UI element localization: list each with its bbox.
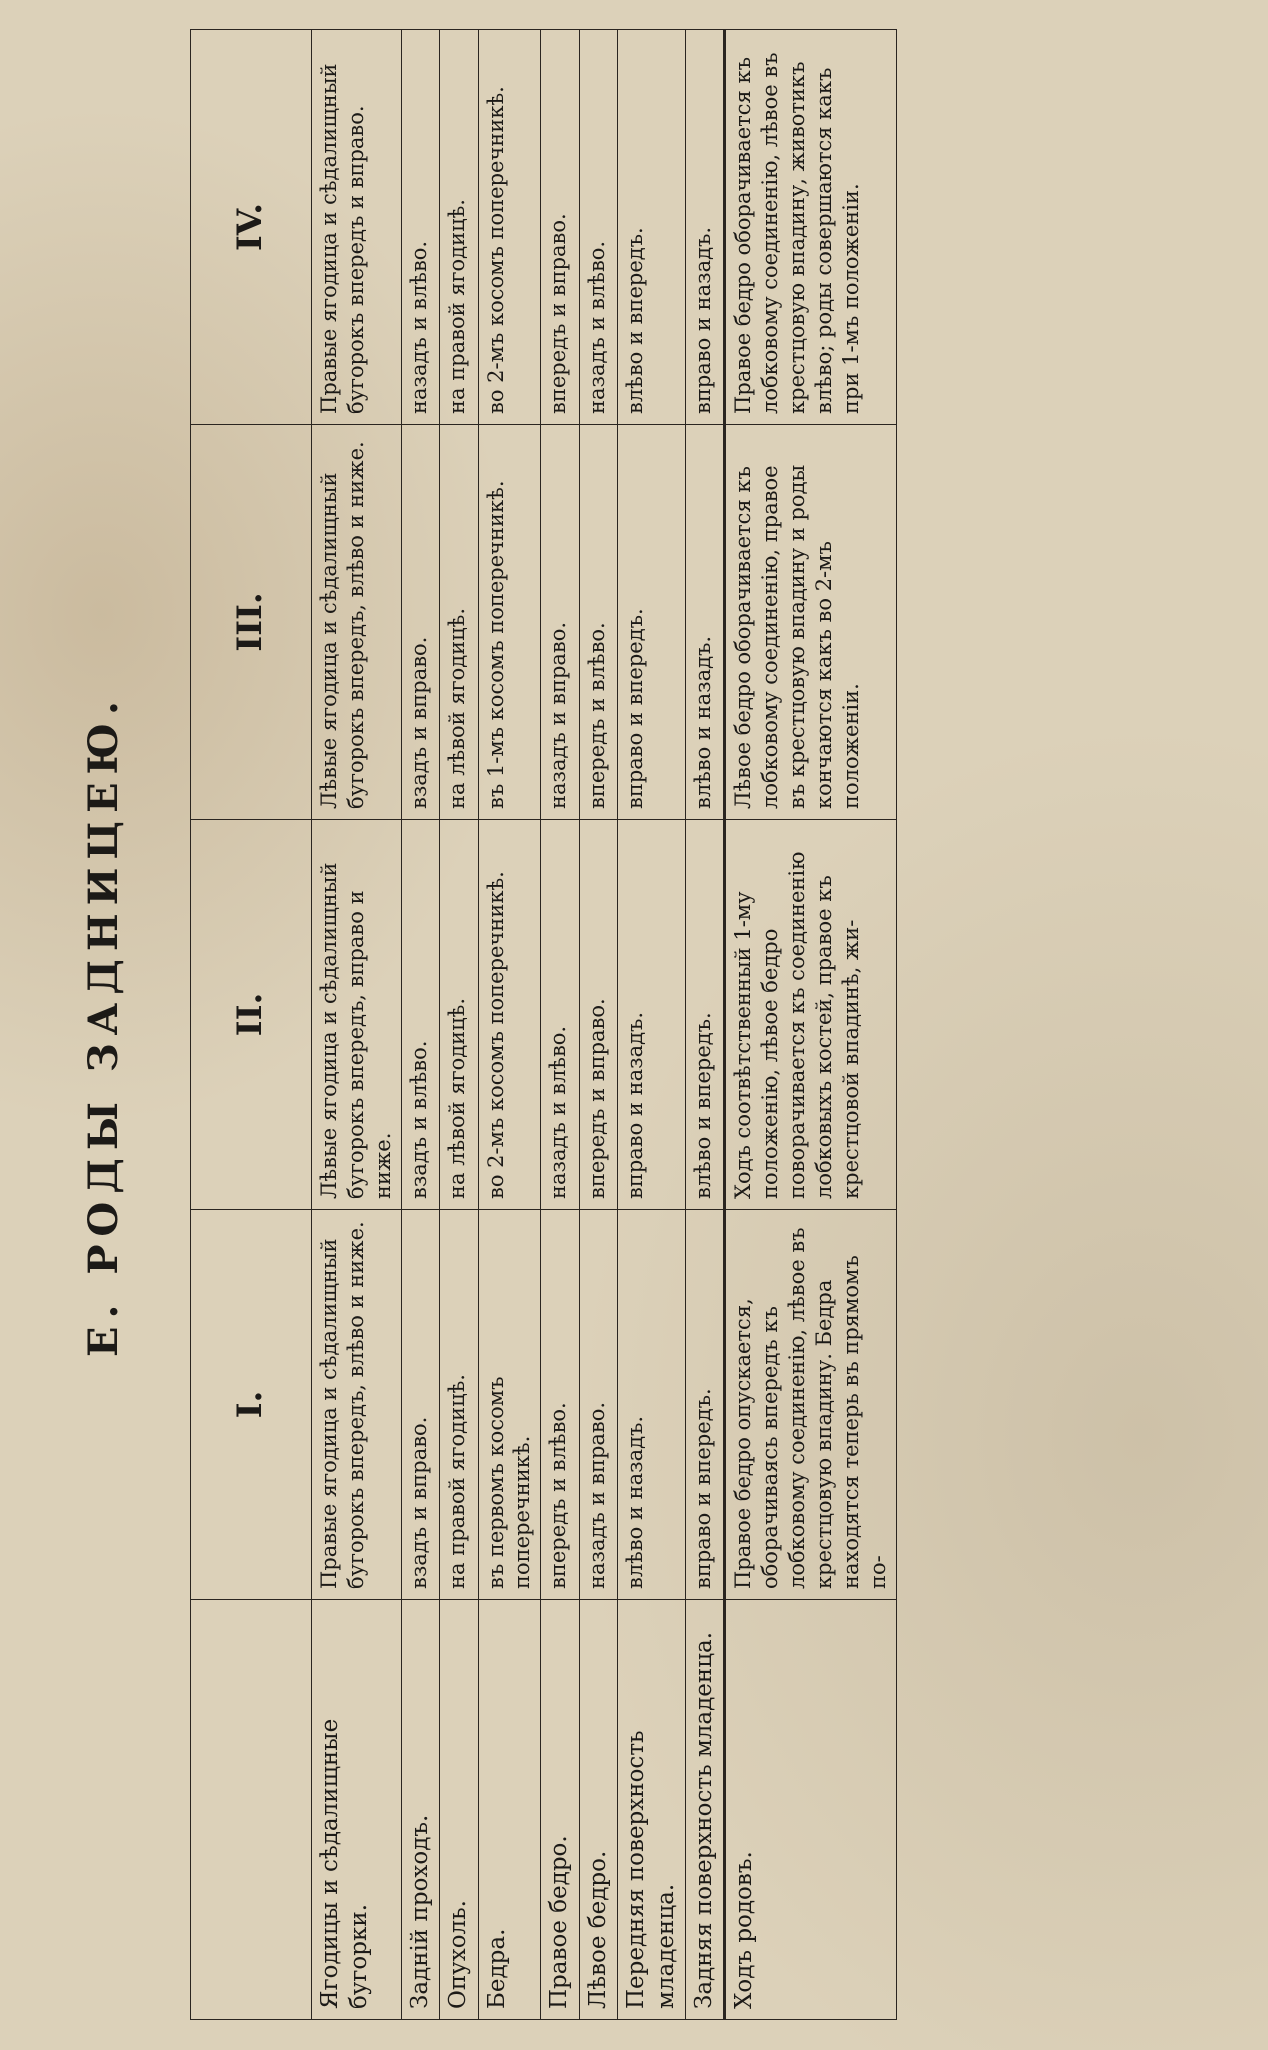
table-cell: впередъ и влѣво. xyxy=(579,425,617,820)
table-cell: Лѣвые ягодица и сѣдалищный бугорокъ впередъ, влѣво и ниже. xyxy=(312,425,402,820)
header-empty-cell xyxy=(191,1600,312,2020)
row-label: Ходъ родовъ. xyxy=(725,1600,896,2020)
rotated-table-page xyxy=(40,30,1160,2020)
row-label: Лѣвое бедро. xyxy=(579,1600,617,2020)
column-header: II. xyxy=(191,820,312,1210)
row-label: Правое бедро. xyxy=(541,1600,579,2020)
table-cell: влѣво и впередъ. xyxy=(618,30,686,425)
page-title: Е. РОДЫ ЗАДНИЦЕЮ. xyxy=(80,693,127,1357)
table-cell: вправо и впередъ. xyxy=(686,1210,725,1600)
row-label: Ягодицы и сѣдалищные бугорки. xyxy=(312,1600,402,2020)
row-label: Опухоль. xyxy=(440,1600,478,2020)
table-cell: впередъ и влѣво. xyxy=(541,1210,579,1600)
table-cell: Правые ягодица и сѣдалищный бугорокъ впередъ и вправо. xyxy=(312,30,402,425)
table-row xyxy=(686,30,725,2020)
table-cell: назадъ и вправо. xyxy=(541,425,579,820)
column-header: I. xyxy=(191,1210,312,1600)
table-cell: вправо и впередъ. xyxy=(618,425,686,820)
table-cell: взадъ и влѣво. xyxy=(401,820,439,1210)
table-cell: во 2-мъ косомъ поперечникѣ. xyxy=(478,30,541,425)
table-cell: на правой ягодицѣ. xyxy=(440,30,478,425)
table-cell: назадъ и влѣво. xyxy=(579,30,617,425)
table-row xyxy=(478,30,541,2020)
table-cell: Правое бедро опускается, оборачиваясь впередъ къ лобковому соединенiю, лѣвое въ крестцовую впадину. Бедра находятся теперь въ прямомъ по- xyxy=(725,1210,896,1600)
delivery-positions-table xyxy=(190,29,897,2020)
column-header: III. xyxy=(191,425,312,820)
table-cell: впередъ и вправо. xyxy=(579,820,617,1210)
table-cell: во 2-мъ косомъ поперечникѣ. xyxy=(478,820,541,1210)
table-cell: на лѣвой ягодицѣ. xyxy=(440,820,478,1210)
table-row xyxy=(725,30,896,2020)
table-cell: влѣво и назадъ. xyxy=(618,1210,686,1600)
table-row xyxy=(541,30,579,2020)
table-row xyxy=(579,30,617,2020)
row-label: Бедра. xyxy=(478,1600,541,2020)
table-cell: вправо и назадъ. xyxy=(686,30,725,425)
table-cell: въ первомъ косомъ поперечникѣ. xyxy=(478,1210,541,1600)
table-row xyxy=(440,30,478,2020)
table-row xyxy=(401,30,439,2020)
table-cell: назадъ и влѣво. xyxy=(401,30,439,425)
table-cell: на правой ягодицѣ. xyxy=(440,1210,478,1600)
table-cell: впередъ и вправо. xyxy=(541,30,579,425)
column-header: IV. xyxy=(191,30,312,425)
row-label: Задняя поверхность младенца. xyxy=(686,1600,725,2020)
table-cell: Лѣвые ягодица и сѣдалищный бугорокъ впередъ, вправо и ниже. xyxy=(312,820,402,1210)
table-cell: Ходъ соотвѣтственный 1-му положенiю, лѣвое бедро поворачивается къ соединенiю лобковыхъ костей, правое къ крестцовой впадинѣ, жи- xyxy=(725,820,896,1210)
table-row xyxy=(312,30,402,2020)
table-row xyxy=(618,30,686,2020)
table-cell: на лѣвой ягодицѣ. xyxy=(440,425,478,820)
table-cell: назадъ и влѣво. xyxy=(541,820,579,1210)
row-label: Передняя поверхность младенца. xyxy=(618,1600,686,2020)
table-cell: влѣво и назадъ. xyxy=(686,425,725,820)
table-cell: Лѣвое бедро оборачивается къ лобковому соединенiю, правое въ крестцовую впадину и роды кончаются какъ во 2-мъ положенiи. xyxy=(725,425,896,820)
row-label: Заднiй проходъ. xyxy=(401,1600,439,2020)
table-cell: назадъ и вправо. xyxy=(579,1210,617,1600)
table-cell: взадъ и вправо. xyxy=(401,425,439,820)
table-cell: Правое бедро оборачивается къ лобковому соединенiю, лѣвое въ крестцовую впадину, животикъ влѣво; роды совершаются какъ при 1-мъ положенiи. xyxy=(725,30,896,425)
table-cell: влѣво и впередъ. xyxy=(686,820,725,1210)
table-cell: взадъ и вправо. xyxy=(401,1210,439,1600)
table-cell: Правые ягодица и сѣдалищный бугорокъ впередъ, влѣво и ниже. xyxy=(312,1210,402,1600)
table-header-row xyxy=(191,30,312,2020)
table-cell: вправо и назадъ. xyxy=(618,820,686,1210)
table-cell: въ 1-мъ косомъ поперечникѣ. xyxy=(478,425,541,820)
